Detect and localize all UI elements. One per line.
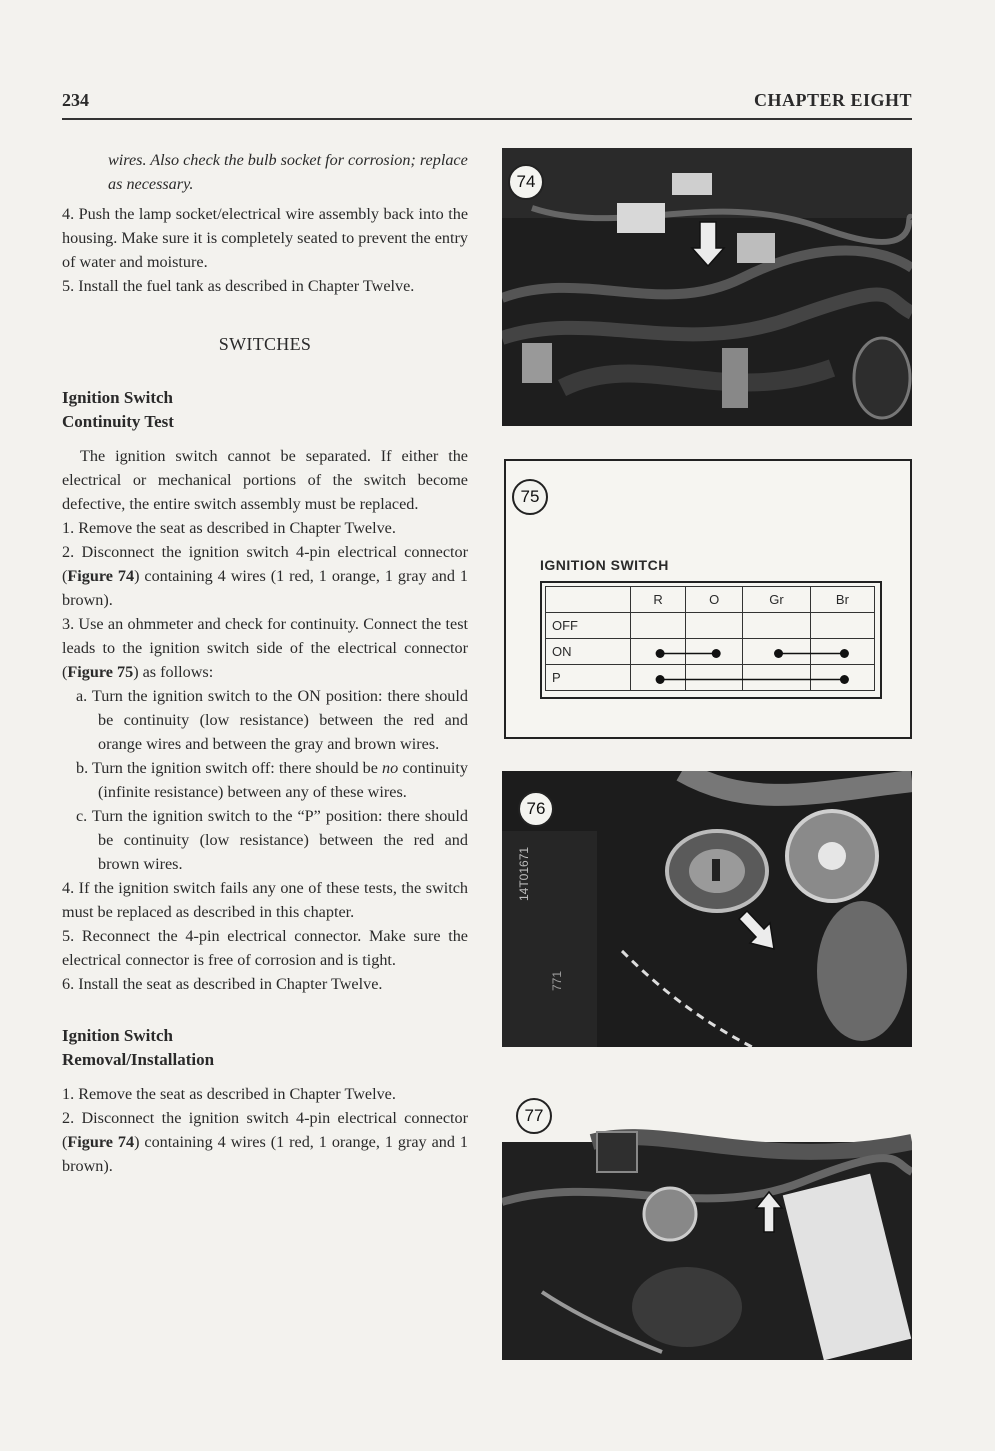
page-header [62, 88, 912, 120]
column-header: R [631, 587, 686, 613]
photo-figure-76 [502, 771, 912, 1047]
continuity-step-4: 4. If the ignition switch fails any one of these tests, the switch must be replaced as described in this chapter. [62, 879, 468, 921]
continuity-dot [656, 675, 665, 684]
photo-figure-77 [502, 1082, 912, 1360]
step-5: 5. Install the fuel tank as described in Chapter Twelve. [62, 277, 415, 295]
figure-number-76: 76 [518, 791, 554, 827]
continuity-step-5: 5. Reconnect the 4-pin electrical connector. Make sure the electrical connector is free of corrosion and is tight. [62, 927, 468, 969]
removal-step-2: 2. Disconnect the ignition switch 4-pin electrical connector (Figure 74) containing 4 wires (1 red, 1 orange, 1 gray and 1 brown). [62, 1109, 468, 1175]
continuity-dot [712, 649, 721, 658]
photo-label-text: 14T01671 [517, 846, 531, 901]
ignition-switch-image [502, 771, 912, 1047]
continuity-step-2: 2. Disconnect the ignition switch 4-pin electrical connector (Figure 74) containing 4 wires (1 red, 1 orange, 1 gray and 1 brown). [62, 543, 468, 609]
figure-reference: Figure 74 [67, 1133, 135, 1151]
figure-reference: Figure 75 [67, 663, 134, 681]
note-text: wires. Also check the bulb socket for corrosion; replace as necessary. [108, 151, 468, 193]
figure-number-74: 74 [508, 164, 544, 200]
connector-location-image [502, 1082, 912, 1360]
wiring-harness-image [502, 148, 912, 426]
continuity-connections [542, 583, 880, 697]
step-4: 4. Push the lamp socket/electrical wire assembly back into the housing. Make sure it is completely seated to prevent the entry of water and moisture. [62, 205, 468, 271]
photo-figure-74 [502, 148, 912, 426]
figure-number-77: 77 [516, 1098, 552, 1134]
intro-paragraph: The ignition switch cannot be separated. If either the electrical or mechanical portions of the switch become defective, the entire switch assembly must be replaced. [62, 447, 468, 513]
removal-step-1: 1. Remove the seat as described in Chapter Twelve. [62, 1085, 396, 1103]
ignition-switch-table [540, 581, 882, 699]
chapter-title: CHAPTER EIGHT [753, 90, 912, 110]
continuity-substep-b: b. Turn the ignition switch off: there should be no continuity (infinite resistance) between any of these wires. [76, 759, 468, 801]
row-label: P [546, 665, 631, 691]
continuity-dot [840, 649, 849, 658]
row-label: ON [546, 639, 631, 665]
continuity-dot [656, 649, 665, 658]
column-header: Gr [743, 587, 811, 613]
continuity-dot [774, 649, 783, 658]
column-header: Br [810, 587, 874, 613]
subheading-continuity-1: Ignition Switch [62, 388, 173, 407]
diagram-figure-75 [504, 459, 912, 739]
figure-number-75: 75 [512, 479, 548, 515]
column-header: O [686, 587, 743, 613]
photo-label-text: 771 [550, 970, 564, 991]
continuity-step-6: 6. Install the seat as described in Chapter Twelve. [62, 975, 383, 993]
text-column [62, 148, 468, 1178]
diagram-title: IGNITION SWITCH [540, 557, 669, 573]
section-title: SWITCHES [218, 334, 312, 354]
continuity-substep-a: a. Turn the ignition switch to the ON position: there should be continuity (low resistance) between the red and orange wires and between the gray and brown wires. [76, 687, 468, 753]
figure-reference: Figure 74 [67, 567, 135, 585]
continuity-step-3: 3. Use an ohmmeter and check for continuity. Connect the test leads to the ignition switch side of the electrical connector (Figure 75) as follows: [62, 615, 468, 681]
subheading-removal-2: Removal/Installation [62, 1050, 215, 1069]
subheading-removal-1: Ignition Switch [62, 1026, 173, 1045]
row-label: OFF [546, 613, 631, 639]
continuity-substep-c: c. Turn the ignition switch to the “P” position: there should be continuity (low resistance) between the red and brown wires. [76, 807, 468, 873]
continuity-step-1: 1. Remove the seat as described in Chapter Twelve. [62, 519, 396, 537]
continuity-dot [840, 675, 849, 684]
page-number: 234 [62, 90, 89, 110]
subheading-continuity-2: Continuity Test [62, 412, 174, 431]
